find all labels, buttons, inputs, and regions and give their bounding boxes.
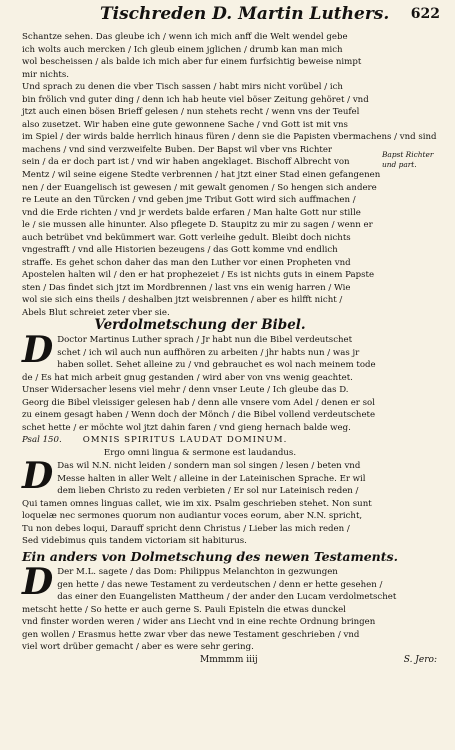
psalm-caps: OMNIS SPIRITUS LAUDAT DOMINUM. — [82, 435, 288, 446]
text-line: schet hette / er möchte wol jtzt dahin faren / vnd gieng hernach balde weg. — [22, 422, 351, 433]
drop-cap: D — [22, 329, 54, 371]
text-line: Qui tamen omnes linguas callet, wie im xix. Psalm geschrieben stehet. Non sunt — [22, 498, 372, 509]
page-header — [20, 4, 440, 28]
text-line: Georg die Bibel vleissiger gelesen hab / denn alle vnsere vom Adel / denen er sol — [22, 397, 375, 408]
text-line: schet / ich wil auch nun auffhören zu arbeiten / jhr habts nun / was jr — [57, 347, 360, 358]
drop-cap: D — [22, 561, 54, 603]
text-line: jtzt auch einen bösen Brieff gelesen / nun stehets recht / wenn vns der Teufel — [22, 107, 360, 118]
text-line: Doctor Martinus Luther sprach / Jr habt nun die Bibel verdeutschet — [57, 335, 353, 345]
margin-note — [382, 150, 440, 170]
text-line: straffe. Es gehet schon daher das man den Luther vor einen Propheten vnd — [22, 257, 351, 268]
text-line: dem lieben Christo zu reden verbieten / Er sol nur Lateinisch reden / — [57, 486, 359, 497]
psalm-reference: Psal 150. — [22, 435, 62, 446]
text-line: nen / der Euangelisch ist gewesen / mit gewalt genomen / So hengen sich andere — [22, 182, 377, 193]
section-latin-speech — [22, 455, 378, 548]
text-line: vngestrafft / vnd alle Historien bezeugens / das Gott komme vnd endlich — [22, 245, 338, 256]
text-line: Unser Widersacher lesens viel mehr / denn vnser Leute / Ich gleube das D. — [22, 385, 349, 396]
text-line: auch betrübet vnd bekümmert war. Gott verleihe gedult. Bleibt doch nichts — [22, 232, 351, 243]
text-line: Schantze sehen. Das gleube ich / wenn ich mich anff die Welt wendel gebe — [22, 32, 348, 42]
text-line: wol bescheissen / als balde ich mich aber fur einem furfsichtig beweise nimpt — [22, 57, 362, 68]
page-number: 622 — [410, 6, 440, 22]
text-line: le / sie mussen alle hinunter. Also pflegete D. Staupitz zu mir zu sagen / wenn er — [22, 220, 373, 231]
paragraph — [22, 329, 378, 434]
section-new-testament — [22, 548, 398, 654]
text-line: haben sollet. Sehet alleine zu / vnd gebrauchet es wol nach meinem tode — [57, 360, 376, 371]
text-line: also zusetzet. Wir haben eine gute gewonnene Sache / vnd Gott ist mit vns — [22, 119, 348, 130]
drop-cap: D — [22, 455, 54, 497]
text-line: zu einem gesagt haben / Wenn doch der Mönch / die Bibel vollend verdeutschete — [22, 410, 376, 421]
text-line: Abels Blut schreiet zeter vber sie. — [22, 308, 170, 319]
text-line: im Spiel / der wirds balde herrlich hinaus füren / denn sie die Papisten vbermachens / vnd sind — [22, 132, 437, 143]
psalm-sub: Ergo omni lingua & sermone est laudandus. — [103, 447, 297, 458]
page-footer — [22, 655, 437, 671]
text-line: gen hette / das newe Testament zu verdeutschen / denn er hette gesehen / — [57, 579, 383, 590]
text-line: bin frölich vnd guter ding / denn ich hab heute viel böser Zeitung gehöret / vnd — [22, 94, 369, 105]
running-head: Tischreden D. Martin Luthers. — [100, 4, 390, 24]
text-line: vnd die Erde richten / vnd jr werdets balde erfaren / Man halte Gott nur stille — [22, 207, 361, 218]
text-line: viel wort drüber gemacht / aber es were sehr gering. — [22, 642, 254, 653]
text-line: Und sprach zu denen die vber Tisch sassen / habt mirs nicht vorübel / ich — [22, 82, 343, 93]
text-line: vnd finster worden weren / wider ans Liecht vnd in eine rechte Ordnung bringen — [22, 617, 376, 628]
text-line: das einer den Euangelisten Mattheum / der ander den Lucam verdolmetschet — [57, 592, 397, 603]
psalm-quote — [22, 434, 378, 447]
text-line: metscht hette / So hette er auch gerne S. Pauli Episteln die etwas dunckel — [22, 604, 346, 615]
section-heading: Ein anders von Dolmetschung des newen Testaments. — [22, 549, 398, 564]
section-heading: Verdolmetschung der Bibel. — [94, 317, 306, 333]
text-line: Tu non debes loqui, Darauff spricht denn Christus / Lieber las mich reden / — [22, 523, 350, 534]
text-line: loquelæ nec sermones quorum non audiantur voces eorum, aber N.N. spricht, — [22, 511, 363, 522]
text-line: de / Es hat mich arbeit gnug gestanden / wird aber von vns wenig geachtet. — [22, 372, 353, 383]
text-line: gen wollen / Erasmus hette zwar vber das newe Testament geschrieben / vnd — [22, 629, 360, 640]
signature-mark: Mmmmm iiij — [200, 655, 258, 665]
text-line: ich wolts auch mercken / Ich gleub einem jglichen / drumb kan man mich — [22, 44, 343, 55]
text-line: Mentz / wil seine eigene Stedte verbrennen / hat jtzt einer Stad einen gefangenen — [22, 170, 381, 181]
text-line: re Leute an den Türcken / vnd geben jme Tribut Gott wird sich auffmachen / — [22, 195, 356, 206]
text-line: sten / Das findet sich jtzt im Mordbrennen / last vns ein wenig harren / Wie — [22, 282, 351, 293]
text-line: Messe halten in aller Welt / alleine in der Lateinischen Sprache. Er wil — [57, 473, 366, 484]
text-line: sein / da er doch part ist / vnd wir haben angeklaget. Bischoff Albrecht von — [22, 157, 350, 168]
text-line: Der M.L. sagete / das Dom: Philippus Melanchton in gezwungen — [57, 567, 338, 577]
text-line: Sed videbimus quis tandem victoriam sit habiturus. — [22, 536, 247, 547]
section-bible-translation — [22, 316, 378, 459]
margin-note-text: Bapst Richter und part. — [382, 150, 434, 169]
text-line: Das wil N.N. nicht leiden / sondern man sol singen / lesen / beten vnd — [57, 461, 361, 471]
text-line: machens / vnd sind verzweifelte Buben. Der Bapst wil vber vns Richter — [22, 144, 333, 155]
text-line: mir nichts. — [22, 69, 69, 80]
text-line: wol sie sich eins theils / deshalben jtzt weisbrennen / aber es hilfft nicht / — [22, 295, 343, 306]
catchword: S. Jero: — [403, 655, 437, 665]
text-line: Apostelen halten wil / den er hat prophezeiet / Es ist nichts guts in einem Papste — [22, 270, 375, 281]
